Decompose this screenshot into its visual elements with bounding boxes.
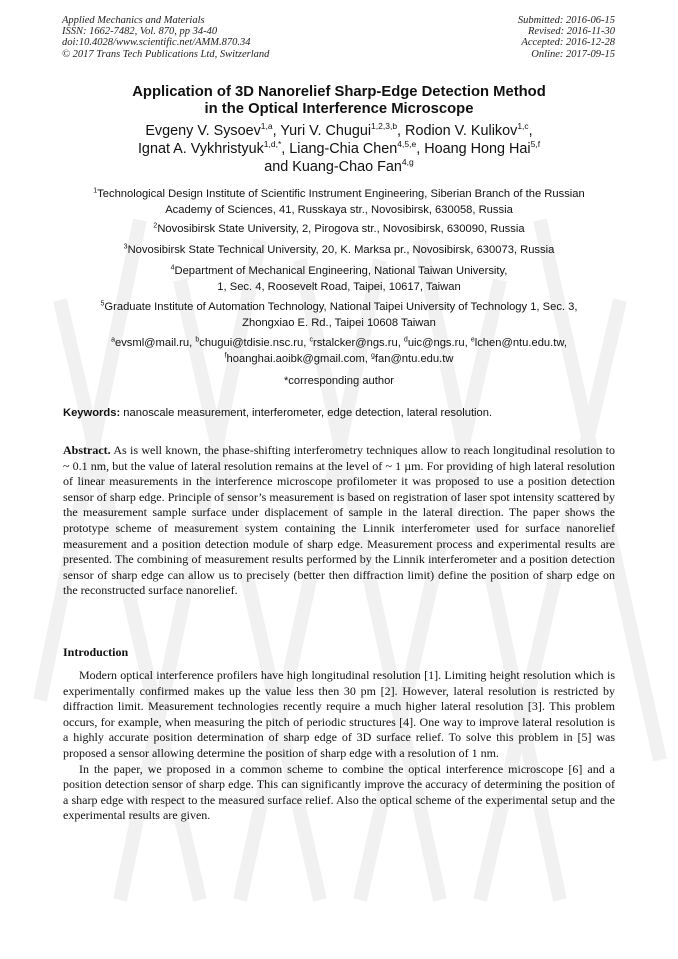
email-address: uic@ngs.ru bbox=[407, 337, 465, 349]
section-heading-introduction: Introduction bbox=[63, 645, 129, 659]
email-sup: g bbox=[370, 351, 375, 359]
email-address: hoanghai.aoibk@gmail.com bbox=[226, 352, 365, 365]
email-sup: a bbox=[111, 336, 115, 344]
email-sup: b bbox=[195, 336, 200, 344]
email-sup: f bbox=[224, 351, 227, 359]
affiliation-sup: 4 bbox=[170, 264, 175, 272]
dates-header bbox=[518, 15, 615, 60]
affiliation-line: Novosibirsk State University, 2, Pirogova str., Novosibirsk, 630090, Russia bbox=[157, 223, 525, 235]
author-sup: 1,d,* bbox=[263, 139, 282, 150]
affiliation-line: Zhongxiao E. Rd., Taipei 10608 Taiwan bbox=[242, 316, 436, 329]
affiliation-line: 1, Sec. 4, Roosevelt Road, Taipei, 10617, Taiwan bbox=[217, 280, 461, 293]
paragraph: In the paper, we proposed in a common scheme to combine the optical interference microscope [6] and a position detection sensor of sharp edge. This can significantly improve the accuracy of determining the position of a sharp edge with respect to the measured surface relief. Also the optical scheme of the experimental setup and the experimental results are given. bbox=[63, 761, 615, 823]
author-name: Evgeny V. Sysoev bbox=[145, 123, 261, 139]
author-sup: 4,5,e bbox=[397, 139, 417, 150]
paper-title bbox=[40, 84, 638, 118]
corresponding-note bbox=[60, 374, 618, 390]
introduction-body bbox=[63, 668, 615, 824]
email-address: rstalcker@ngs.ru bbox=[312, 337, 398, 349]
author-sup: 1,a bbox=[260, 121, 273, 132]
date-accepted: Accepted: 2016-12-28 bbox=[521, 37, 615, 49]
date-submitted: Submitted: 2016-06-15 bbox=[517, 15, 615, 26]
affiliation-sup: 5 bbox=[100, 300, 105, 308]
abstract bbox=[63, 443, 615, 599]
author-name: Hoang Hong Hai bbox=[424, 141, 531, 157]
keywords-text: nanoscale measurement, interferometer, edge detection, lateral resolution. bbox=[120, 407, 493, 419]
journal-header bbox=[62, 15, 269, 60]
affiliation-5 bbox=[60, 300, 618, 331]
abstract-text: As is well known, the phase-shifting interferometry techniques allow to reach longitudinal resolution to ~ 0.1 nm, but the value of lateral resolution remains at the level of ~ 1 µm. For providing of high lateral resolution of linear measurements in the interference microscope profilometer it was proposed to use a position detection sensor of sharp edge. Principle of sensor’s measurement is based on registration of laser spot intensity scattered by the measurement sample surface under displacement of sample in the lateral direction. The paper shows the prototype scheme of measurement system containing the Linnik interferometer used for surface nanorelief measurement and a position detection module of sharp edge. Measurement process and experimental results are presented. The combining of measurement results performed by the Linnik interferometer and a position detection sensor of sharp edge can allow us to precisely (better then diffraction limit) define the position of sharp edge on the reconstructed surface nanorelief. bbox=[63, 443, 615, 598]
author-sup: 4,g bbox=[401, 157, 414, 168]
author-sup: 1,2,3,b bbox=[371, 121, 398, 132]
affiliation-line: Novosibirsk State Technical University, 20, K. Marksa pr., Novosibirsk, 630073, Russia bbox=[127, 244, 555, 256]
email-address: fan@ntu.edu.tw bbox=[374, 352, 454, 365]
title-line: Application of 3D Nanorelief Sharp-Edge Detection Method bbox=[132, 84, 546, 100]
affiliation-1 bbox=[60, 187, 618, 218]
affiliation-3 bbox=[60, 243, 618, 259]
affiliation-4 bbox=[60, 264, 618, 295]
keywords bbox=[63, 407, 623, 419]
date-revised: Revised: 2016-11-30 bbox=[528, 26, 615, 38]
author-list: Evgeny V. Sysoev$^{1,a}$, Yuri V. Chugui$^{1,2,3,b}$, Rodion V. Kulikov$^{1,c}$, Ignat A. Vykhristyuk$^{1,d,*}$, Liang-Chia Chen$^{4,5,e}$, Hoang Hong Hai$^{5,f}$ and Kuang-Chao Fan$^{4,g}$ bbox=[137, 121, 541, 175]
journal-issn: ISSN: 1662-7482, Vol. 870, pp 34-40 bbox=[62, 26, 218, 38]
affiliation-sup: 3 bbox=[123, 243, 128, 251]
affiliation-sup: 1 bbox=[93, 187, 98, 195]
author-sup: 5,f bbox=[530, 139, 541, 150]
journal-copyright: © 2017 Trans Tech Publications Ltd, Switzerland bbox=[62, 48, 270, 60]
author-name: Liang-Chia Chen bbox=[289, 141, 398, 157]
date-online: Online: 2017-09-15 bbox=[531, 48, 615, 60]
journal-name: Applied Mechanics and Materials bbox=[62, 15, 205, 26]
title-line: in the Optical Interference Microscope bbox=[204, 101, 474, 117]
email-sup: d bbox=[403, 336, 408, 344]
email-address: evsml@mail.ru bbox=[114, 337, 190, 349]
email-list: $^a$evsml@mail.ru, $^b$chugui@tdisie.nsc.ru, $^c$rstalcker@ngs.ru, $^d$uic@ngs.ru, $^e$lchen@ntu.edu.tw, $^f$hoanghai.aoibk@gmail.com, $^g$fan@ntu.edu.tw bbox=[111, 336, 567, 365]
affiliation-line: Department of Mechanical Engineering, National Taiwan University, bbox=[174, 265, 508, 277]
email-address: chugui@tdisie.nsc.ru bbox=[199, 337, 304, 349]
keywords-label: Keywords: bbox=[63, 407, 121, 419]
affiliation-line: Academy of Sciences, 41, Russkaya str., Novosibirsk, 630058, Russia bbox=[165, 203, 513, 216]
corresponding-author: *corresponding author bbox=[283, 375, 395, 387]
affiliation-line: Technological Design Institute of Scientific Instrument Engineering, Siberian Branch of the Russian bbox=[97, 188, 585, 200]
affiliation-sup: 2 bbox=[153, 222, 158, 230]
affiliation-line: Graduate Institute of Automation Technology, National Taipei University of Technology 1, Sec. 3, bbox=[104, 301, 578, 313]
author-name: Rodion V. Kulikov bbox=[405, 123, 518, 139]
paragraph: Modern optical interference profilers have high longitudinal resolution [1]. Limiting height resolution which is experimentally confirmed makes up the value less then 30 pm [2]. However, lateral resolution is restricted by diffraction limit. Measurement technologies recently require a much higher lateral resolution [3]. This problem occurs, for example, when measuring the pitch of periodic structures [4]. One way to improve lateral resolution is a highly accurate position determination of sharp edge of 3D surface relief. To solve this problem in [5] was proposed a sensor allowing determine the position of sharp edge with a resolution of 1 nm. bbox=[63, 668, 615, 760]
email-address: lchen@ntu.edu.tw bbox=[474, 337, 564, 349]
abstract-label: Abstract. bbox=[63, 443, 111, 457]
affiliation-2 bbox=[60, 222, 618, 238]
journal-doi: doi:10.4028/www.scientific.net/AMM.870.34 bbox=[62, 37, 251, 49]
author-sup: 1,c bbox=[517, 121, 529, 132]
author-name: Ignat A. Vykhristyuk bbox=[137, 141, 264, 157]
author-name: Yuri V. Chugui bbox=[280, 123, 372, 139]
email-sup: e bbox=[470, 336, 475, 344]
author-name: Kuang-Chao Fan bbox=[292, 159, 402, 175]
email-sup: c bbox=[309, 336, 313, 344]
